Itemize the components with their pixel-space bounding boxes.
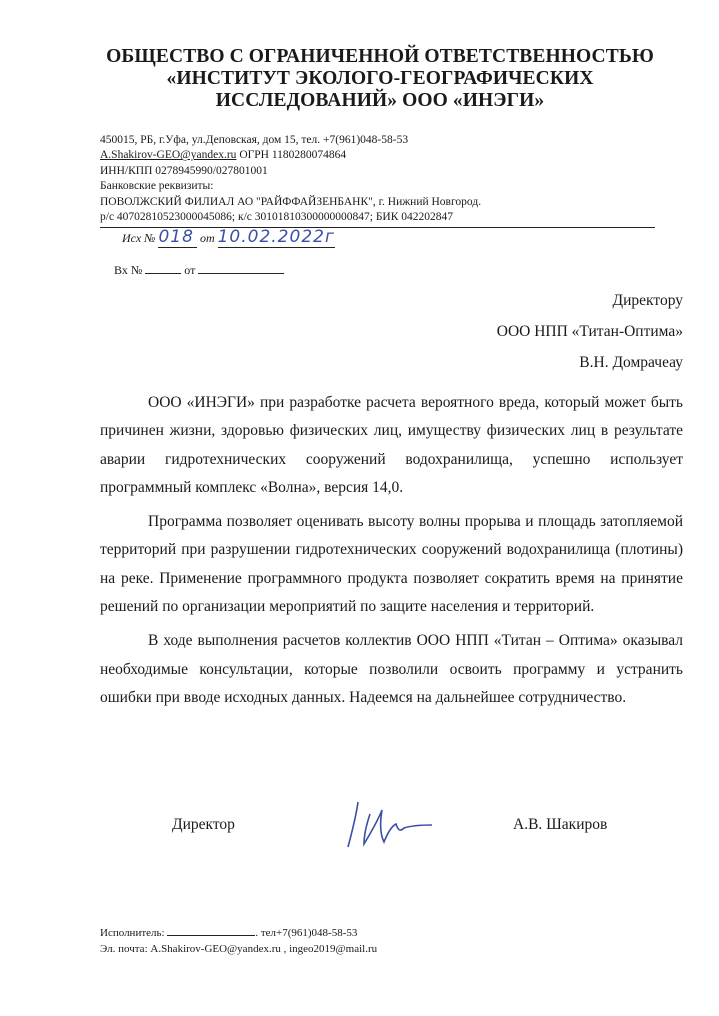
inn-kpp-line: ИНН/КПП 0278945990/027801001: [100, 164, 268, 177]
outgoing-number-field: [158, 227, 196, 248]
outgoing-date-handwritten: 10.02.2022г: [217, 227, 335, 247]
org-title-line-1: ОБЩЕСТВО С ОГРАНИЧЕННОЙ ОТВЕТСТВЕННОСТЬЮ: [106, 46, 654, 67]
executor-blank: [167, 924, 255, 936]
addressee-name: В.Н. Домрачеау: [579, 354, 683, 371]
incoming-number-line: [114, 262, 284, 278]
signatory-title: Директор: [172, 816, 235, 833]
body-paragraph-2: Программа позволяет оценивать высоту волны прорыва и площадь затопляемой территорий при разрушении гидротехнических сооружений водохранилища (плотины) на реке. Применение программного продукта позволяет сократить время на принятие решений по организации мероприятий по защите населения и территорий.: [100, 513, 683, 616]
requisites-block: [100, 133, 660, 225]
bank-name: ПОВОЛЖСКИЙ ФИЛИАЛ АО "РАЙФФАЙЗЕНБАНК", г. Нижний Новгород.: [100, 195, 482, 208]
body-paragraph-3: В ходе выполнения расчетов коллектив ООО НПП «Титан – Оптима» оказывал необходимые консультации, которые позволили освоить программу и устранить ошибки при вводе исходных данных. Надеемся на дальнейшее сотрудничество.: [100, 632, 683, 706]
organization-title: [60, 46, 700, 112]
org-title-line-3: ИССЛЕДОВАНИЙ» ООО «ИНЭГИ»: [215, 90, 545, 111]
outgoing-number-handwritten: 018: [158, 227, 194, 247]
body-paragraph-1: ООО «ИНЭГИ» при разработке расчета вероятного вреда, который может быть причинен жизни, здоровью физических лиц, имуществу физических лиц в результате аварии гидротехнических сооружений водохранилища, успешно использует программный комплекс «Волна», версия 14,0.: [100, 394, 683, 496]
outgoing-from-label: от: [199, 231, 215, 245]
incoming-from-label: от: [184, 263, 196, 277]
signatory-name: А.В. Шакиров: [513, 816, 608, 833]
bank-accounts: р/с 40702810523000045086; к/с 30101810300000000847; БИК 042202847: [100, 211, 454, 224]
ogrn: ОГРН 1180280074864: [239, 149, 347, 162]
incoming-date-blank: [198, 262, 284, 274]
executor-phone: . тел+7(961)048-58-53: [255, 927, 358, 939]
handwritten-signature: [340, 792, 440, 852]
bank-label: Банковские реквизиты:: [100, 180, 214, 193]
incoming-no-label: Вх №: [114, 263, 143, 277]
letter-body: [100, 389, 683, 718]
addressee-position: Директору: [612, 292, 683, 309]
outgoing-no-label: Исх №: [122, 231, 156, 245]
addressee-block: [497, 285, 683, 378]
footer-block: [100, 924, 377, 957]
footer-email-line: Эл. почта: A.Shakirov-GEO@yandex.ru , ingeo2019@mail.ru: [100, 943, 378, 955]
incoming-number-blank: [145, 262, 181, 274]
executor-label: Исполнитель:: [100, 927, 165, 939]
outgoing-date-field: [218, 227, 335, 248]
org-title-line-2: «ИНСТИТУТ ЭКОЛОГО-ГЕОГРАФИЧЕСКИХ: [166, 68, 594, 89]
outgoing-number-line: [122, 227, 335, 248]
address-line: 450015, РБ, г.Уфа, ул.Деповская, дом 15, тел. +7(961)048-58-53: [100, 134, 409, 146]
executor-line: [100, 924, 377, 941]
email-ogrn-line: [100, 148, 660, 163]
email-link[interactable]: A.Shakirov-GEO@yandex.ru: [100, 149, 237, 162]
addressee-company: ООО НПП «Титан-Оптима»: [496, 323, 683, 340]
